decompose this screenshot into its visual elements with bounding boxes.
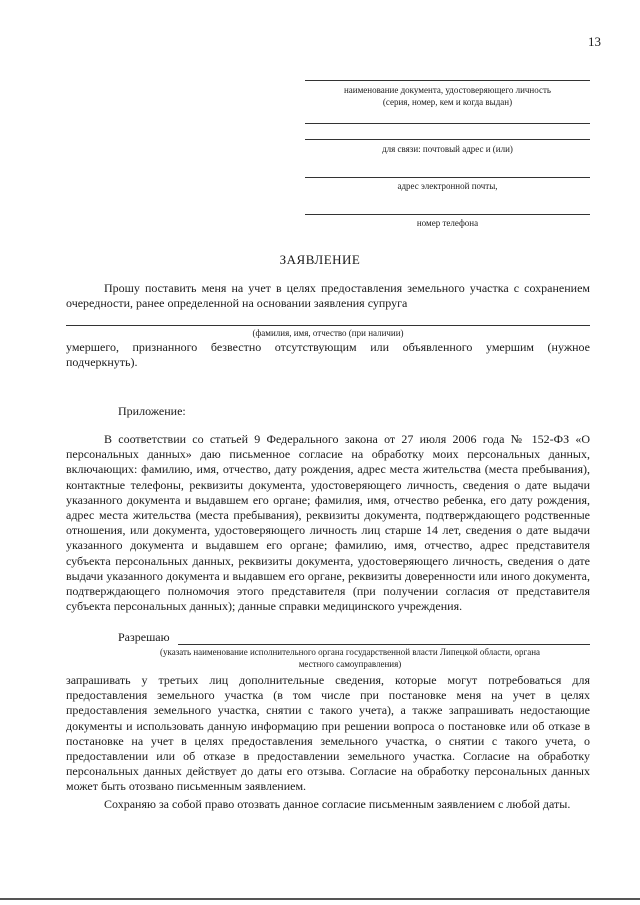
authority-name-line[interactable] (178, 644, 590, 645)
request-paragraph-cont (66, 340, 590, 370)
page-number: 13 (588, 34, 601, 49)
revoke-text: Сохраняю за собой право отозвать данное согласие письменным заявлением с любой даты. (104, 797, 571, 811)
document-title: ЗАЯВЛЕНИЕ (279, 252, 361, 267)
phone-caption: номер телефона (416, 218, 479, 228)
consent-paragraph (66, 432, 590, 614)
id-document-extra-line[interactable] (305, 123, 590, 124)
spouse-name-caption: (фамилия, имя, отчество (при наличии) (252, 328, 404, 338)
revoke-paragraph (66, 797, 590, 812)
attachment-label: Приложение: (118, 404, 186, 418)
bottom-border (0, 898, 640, 900)
request-text: Прошу поставить меня на учет в целях предоставления земельного участка с сохранением очередности, ранее определенной на основании заявления супруга (66, 281, 590, 311)
email-line[interactable] (305, 177, 590, 178)
permission-label: Разрешаю (118, 630, 170, 644)
request-paragraph (66, 281, 590, 311)
phone-line[interactable] (305, 214, 590, 215)
permission-text: запрашивать у третьих лиц дополнительные сведения, которые могут потребоваться для предоставления земельного участка (в том числе при постановке меня на учет в целях предоставления земельного участка, снятии с такого учета), а также запрашивать недостающие документы и использовать данную информацию при решении вопроса о постановке или об отказе в постановке на учет в целях предоставления земельного участка, о снятии с такого учета, о предоставлении или об отказе в предоставлении земельного участка. Согласие на обработку персональных данных действует до даты его отзыва. Согласие на обработку персональных данных может быть отозвано письменным заявлением. (66, 673, 590, 794)
permission-paragraph (66, 673, 590, 795)
id-document-line[interactable] (305, 80, 590, 81)
consent-text: В соответствии со статьей 9 Федерального закона от 27 июля 2006 года № 152-ФЗ «О персональных данных» даю письменное согласие на обработку моих персональных данных, включающих: фамилию, имя, отчество, дату рождения, адрес места жительства (места пребывания), контактные телефоны, реквизиты документа, удостоверяющего личность, сведения о дате выдачи указанного документа и выдавшем его органе; фамилия, имя, отчество ребенка, его дату рождения, адрес места жительства (места пребывания), реквизиты документа, подтверждающего родственные отношения, или документа, удостоверяющего личность лиц старше 14 лет, сведения о дате выдачи указанного документа и выдавшем его органе; фамилию, имя, отчество, адрес представителя субъекта персональных данных, реквизиты документа, удостоверяющего личность, сведения о дате выдачи указанного документа и выдавшем его органе, реквизиты доверенности или иного документа, подтверждающего полномочия этого представителя (при получении согласия от представителя субъекта персональных данных); данные справки медицинского учреждения. (66, 432, 590, 614)
postal-address-line[interactable] (305, 139, 590, 140)
email-caption: адрес электронной почты, (397, 181, 498, 191)
authority-name-caption: (указать наименование исполнительного органа государственной власти Липецкой области, органа местного самоуправления) (159, 647, 541, 669)
spouse-name-line[interactable] (66, 325, 590, 326)
postal-address-caption: для связи: почтовый адрес и (или) (382, 144, 513, 154)
request-text-cont: умершего, признанного безвестно отсутствующим или объявленного умершим (нужное подчеркнуть). (66, 340, 590, 370)
id-document-caption: наименование документа, удостоверяющего личность (серия, номер, кем и когда выдан) (343, 85, 552, 107)
